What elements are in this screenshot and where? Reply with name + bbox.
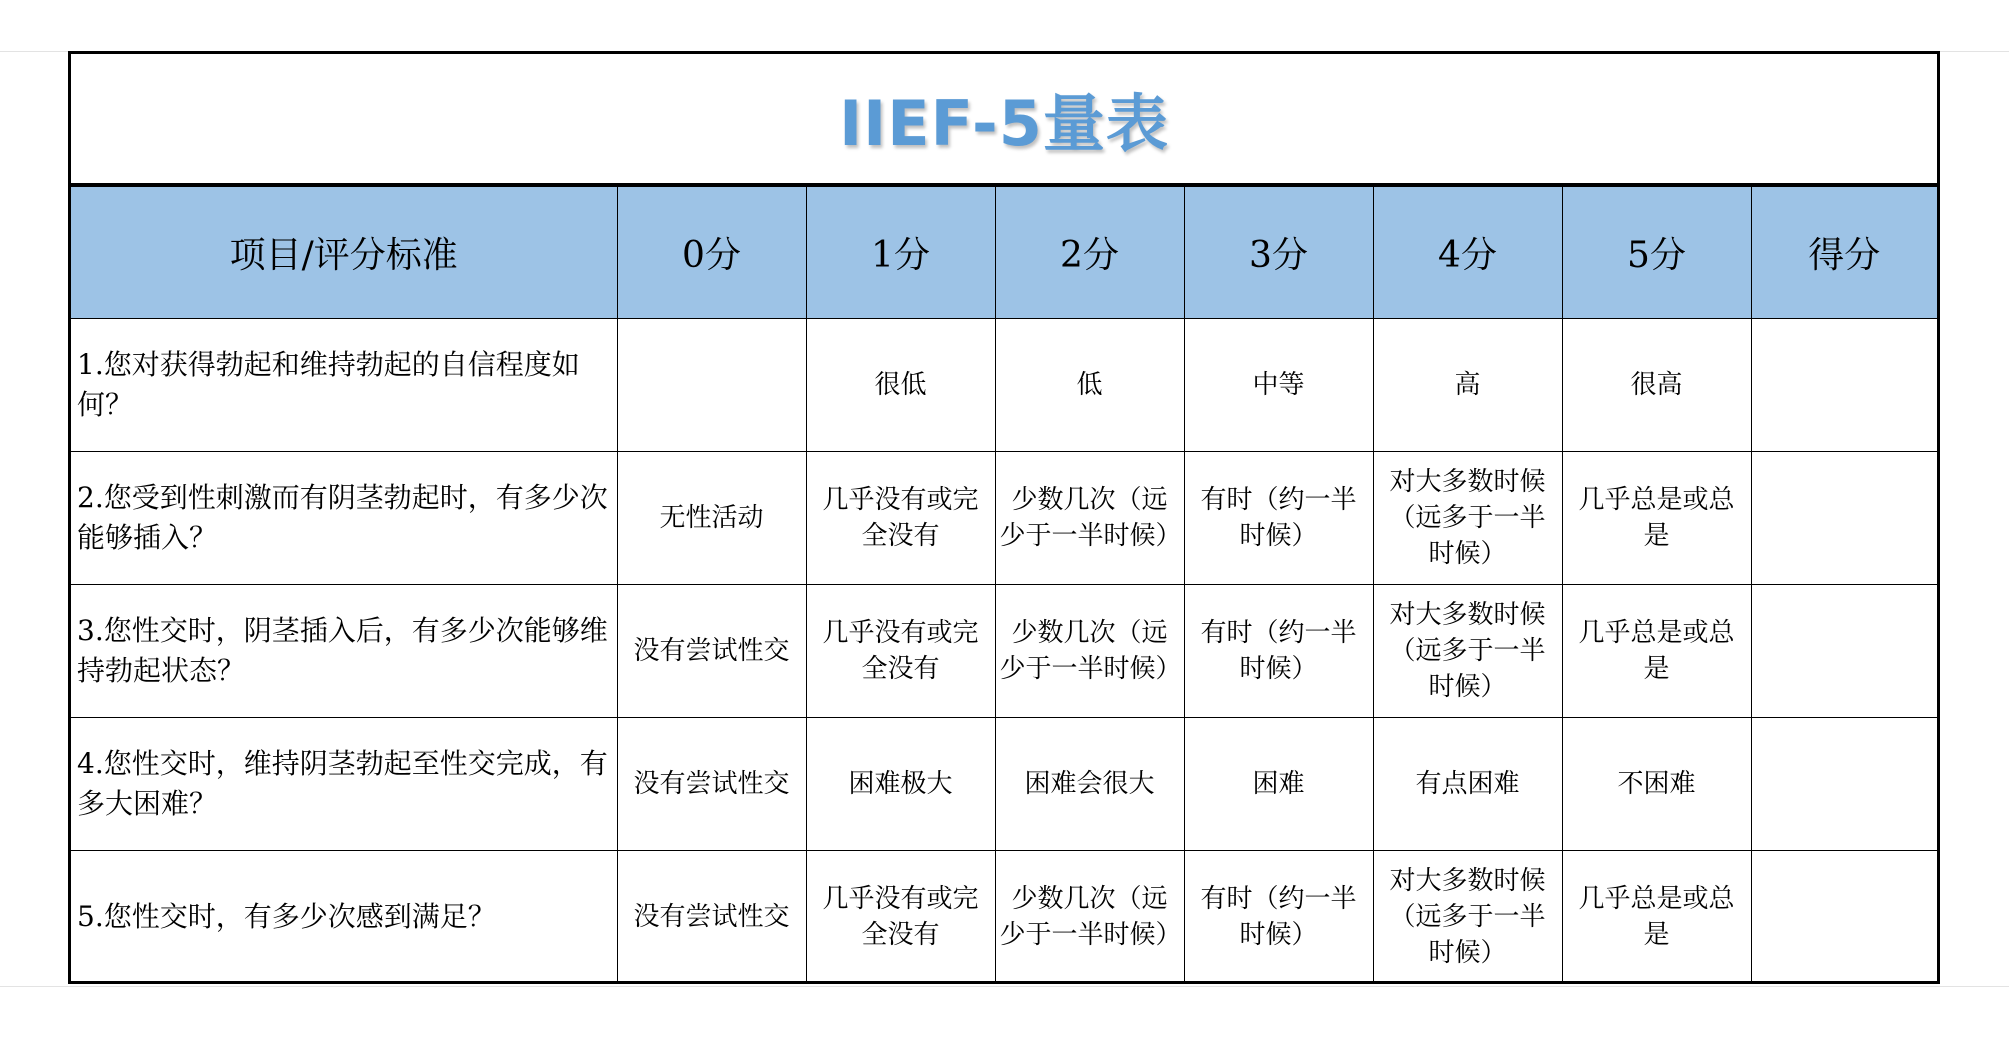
title-row [71, 54, 1937, 186]
option-cell[interactable]: 无性活动 [617, 452, 806, 585]
option-cell[interactable]: 少数几次（远少于一半时候） [995, 851, 1184, 984]
score-cell[interactable] [1751, 851, 1937, 984]
option-cell[interactable]: 有时（约一半时候） [1184, 851, 1373, 984]
score-cell[interactable] [1751, 718, 1937, 851]
option-cell[interactable]: 没有尝试性交 [617, 585, 806, 718]
iief5-table [71, 186, 1937, 984]
header-score-2: 2分 [995, 187, 1184, 319]
option-cell[interactable]: 很高 [1562, 319, 1751, 452]
option-cell[interactable] [617, 319, 806, 452]
table-row [71, 851, 1937, 984]
option-cell[interactable]: 有点困难 [1373, 718, 1562, 851]
option-cell[interactable]: 中等 [1184, 319, 1373, 452]
option-cell[interactable]: 少数几次（远少于一半时候） [995, 585, 1184, 718]
table-row [71, 319, 1937, 452]
option-cell[interactable]: 几乎总是或总是 [1562, 585, 1751, 718]
option-cell[interactable]: 有时（约一半时候） [1184, 585, 1373, 718]
score-cell[interactable] [1751, 319, 1937, 452]
option-cell[interactable]: 几乎没有或完全没有 [806, 851, 995, 984]
option-cell[interactable]: 对大多数时候（远多于一半时候） [1373, 851, 1562, 984]
question-cell[interactable]: 3.您性交时，阴茎插入后，有多少次能够维持勃起状态？ [71, 585, 617, 718]
header-score-4: 4分 [1373, 187, 1562, 319]
scale-table-frame [68, 51, 1940, 984]
table-row [71, 585, 1937, 718]
option-cell[interactable]: 低 [995, 319, 1184, 452]
option-cell[interactable]: 几乎没有或完全没有 [806, 452, 995, 585]
option-cell[interactable]: 困难会很大 [995, 718, 1184, 851]
option-cell[interactable]: 很低 [806, 319, 995, 452]
option-cell[interactable]: 没有尝试性交 [617, 851, 806, 984]
question-cell[interactable]: 2.您受到性刺激而有阴茎勃起时，有多少次能够插入？ [71, 452, 617, 585]
header-total-score: 得分 [1751, 187, 1937, 319]
question-cell[interactable]: 5.您性交时，有多少次感到满足？ [71, 851, 617, 984]
sheet-gridline-bottom [0, 986, 2009, 987]
option-cell[interactable]: 几乎总是或总是 [1562, 452, 1751, 585]
option-cell[interactable]: 几乎总是或总是 [1562, 851, 1751, 984]
option-cell[interactable]: 有时（约一半时候） [1184, 452, 1373, 585]
option-cell[interactable]: 困难 [1184, 718, 1373, 851]
header-score-3: 3分 [1184, 187, 1373, 319]
option-cell[interactable]: 对大多数时候（远多于一半时候） [1373, 585, 1562, 718]
question-cell[interactable]: 4.您性交时，维持阴茎勃起至性交完成，有多大困难？ [71, 718, 617, 851]
header-score-5: 5分 [1562, 187, 1751, 319]
option-cell[interactable]: 几乎没有或完全没有 [806, 585, 995, 718]
score-cell[interactable] [1751, 452, 1937, 585]
option-cell[interactable]: 对大多数时候（远多于一半时候） [1373, 452, 1562, 585]
header-score-1: 1分 [806, 187, 995, 319]
option-cell[interactable]: 不困难 [1562, 718, 1751, 851]
header-row [71, 187, 1937, 319]
header-score-0: 0分 [617, 187, 806, 319]
score-cell[interactable] [1751, 585, 1937, 718]
header-item-criteria: 项目/评分标准 [71, 187, 617, 319]
option-cell[interactable]: 高 [1373, 319, 1562, 452]
page-title: IIEF-5量表 [839, 87, 1169, 160]
question-cell[interactable]: 1.您对获得勃起和维持勃起的自信程度如何？ [71, 319, 617, 452]
table-row [71, 452, 1937, 585]
option-cell[interactable]: 没有尝试性交 [617, 718, 806, 851]
option-cell[interactable]: 少数几次（远少于一半时候） [995, 452, 1184, 585]
option-cell[interactable]: 困难极大 [806, 718, 995, 851]
table-row [71, 718, 1937, 851]
